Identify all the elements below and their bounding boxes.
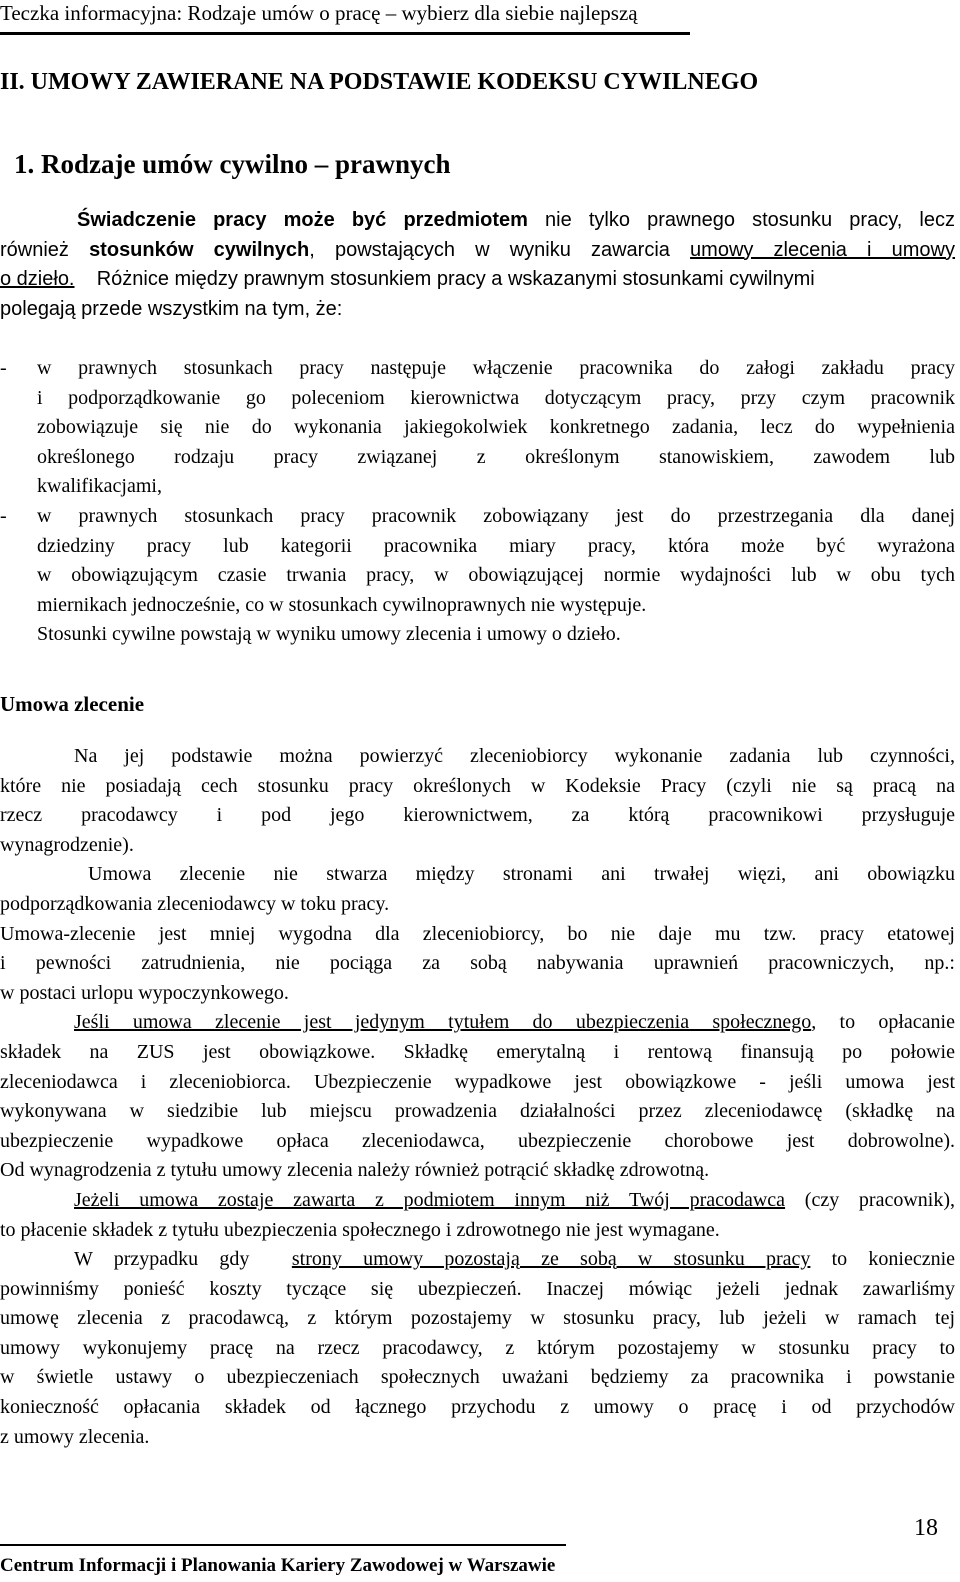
umowa-zlecenie-body	[0, 742, 955, 1452]
p6-line: W przypadku gdy strony umowy pozostają ze sobą w stosunku pracy to koniecznie	[74, 1248, 956, 1271]
header-rule	[0, 32, 690, 35]
list-item-line: kwalifikacjami,	[37, 475, 162, 498]
p5-line: Jeżeli umowa zostaje zawarta z podmiotem innym niż Twój pracodawca (czy pracownik),	[74, 1188, 955, 1211]
p4-line: zleceniodawca i zleceniobiorca. Ubezpieczenie wypadkowe jest obowiązkowe - jeśli umowa jest	[0, 1070, 955, 1093]
p6-line: powinniśmy ponieść koszty tyczące się ubezpieczeń. Inaczej mówiąc jeżeli jednak zawarliśmy	[0, 1277, 955, 1300]
p2-line: podporządkowania zleceniodawcy w toku pracy.	[0, 892, 390, 915]
p1-line: które nie posiadają cech stosunku pracy określonych w Kodeksie Pracy (czyli nie są pracą na	[0, 774, 955, 797]
intro-line-1: Świadczenie pracy może być przedmiotem nie tylko prawnego stosunku pracy, lecz	[77, 209, 955, 231]
p3-line: w postaci urlopu wypoczynkowego.	[0, 981, 289, 1004]
p4-line: ubezpieczenie wypadkowe opłaca zleceniodawca, ubezpieczenie chorobowe jest dobrowolne).	[0, 1129, 955, 1152]
list-item-line: dziedziny pracy lub kategorii pracownika miary pracy, która może być wyrażona	[37, 534, 955, 557]
p1-line: Na jej podstawie można powierzyć zleceniobiorcy wykonanie zadania lub czynności,	[74, 745, 955, 767]
differences-list	[0, 354, 955, 650]
list-dash: -	[0, 504, 7, 527]
list-item-line: i podporządkowanie go poleceniom kierownictwa dotyczącym pracy, przy czym pracownik	[37, 386, 955, 409]
footer-text: Centrum Informacji i Planowania Kariery Zawodowej w Warszawie	[0, 1555, 556, 1576]
difference-item-1	[0, 354, 955, 502]
footer-rule	[0, 1544, 566, 1546]
p2-line: Umowa zlecenie nie stwarza między stronami ani trwałej więzi, ani obowiązku	[88, 863, 955, 886]
p6-line: umowę zlecenia z pracodawcą, z którym pozostajemy w stosunku pracy, lub jeżeli w ramach tej	[0, 1307, 955, 1330]
p1-line: rzecz pracodawcy i pod jego kierownictwem, za którą pracownikowi przysługuje	[0, 804, 955, 827]
intro-line-3: o dzieło. Różnice między prawnym stosunkiem pracy a wskazanymi stosunkami cywilnymi	[0, 268, 815, 290]
p4-line: składek na ZUS jest obowiązkowe. Składkę emerytalną i rentową finansują po połowie	[0, 1040, 955, 1063]
p6-line: z umowy zlecenia.	[0, 1425, 150, 1448]
list-item-line: określonego rodzaju pracy związanej z określonym stanowiskiem, zawodem lub	[37, 445, 955, 468]
list-item-line: w prawnych stosunkach pracy pracownik zobowiązany jest do przestrzegania dla danej	[37, 504, 955, 527]
list-item-line: zobowiązuje się nie do wykonania jakiegokolwiek konkretnego zadania, lecz do wypełnienia	[37, 416, 955, 439]
intro-line-4: polegają przede wszystkim na tym, że:	[0, 297, 343, 320]
p5-line: to płacenie składek z tytułu ubezpieczenia społecznego i zdrowotnego nie jest wymagane.	[0, 1218, 720, 1241]
section-heading: II. UMOWY ZAWIERANE NA PODSTAWIE KODEKSU CYWILNEGO	[0, 69, 759, 95]
p3-line: Umowa-zlecenie jest mniej wygodna dla zleceniobiorcy, bo nie daje mu tzw. pracy etatowej	[0, 922, 955, 945]
subheading: 1. Rodzaje umów cywilno – prawnych	[14, 149, 451, 179]
p1-line: wynagrodzenie).	[0, 833, 134, 856]
p6-line: konieczność opłacania składek od łącznego przychodu z umowy o pracę i od przychodów	[0, 1396, 955, 1419]
intro-closing: Stosunki cywilne powstają w wyniku umowy zlecenia i umowy o dzieło.	[37, 623, 621, 646]
list-item-line: w obowiązującym czasie trwania pracy, w obowiązującej normie wydajności lub w obu tych	[37, 564, 955, 587]
umowa-zlecenie-heading: Umowa zlecenie	[0, 692, 145, 716]
document-header-title: Teczka informacyjna: Rodzaje umów o pracę – wybierz dla siebie najlepszą	[0, 1, 638, 25]
p4-line: wykonywana w siedzibie lub miejscu prowadzenia działalności przez zleceniodawcę (składkę na	[0, 1100, 955, 1123]
page-number: 18	[914, 1515, 938, 1541]
p3-line: i pewności zatrudnienia, nie pociąga za sobą nabywania uprawnień pracowniczych, np.:	[0, 952, 955, 975]
p4-line: Jeśli umowa zlecenie jest jedynym tytułem do ubezpieczenia społecznego, to opłacanie	[74, 1011, 955, 1034]
intro-line-2: również stosunków cywilnych, powstających w wyniku zawarcia umowy zlecenia i umowy	[0, 238, 955, 261]
p4-line: Od wynagrodzenia z tytułu umowy zlecenia należy również potrącić składkę zdrowotną.	[0, 1159, 710, 1182]
list-dash: -	[0, 357, 7, 379]
p6-line: w świetle ustawy o ubezpieczeniach społecznych uważani będziemy za pracownika i powstanie	[0, 1366, 955, 1389]
p6-line: umowy wykonujemy pracę na rzecz pracodawcy, z którym pozostajemy w stosunku pracy to	[0, 1336, 955, 1359]
list-item-line: miernikach jednocześnie, co w stosunkach cywilnoprawnych nie występuje.	[37, 593, 647, 616]
list-item-line: w prawnych stosunkach pracy następuje włączenie pracownika do załogi zakładu pracy	[37, 357, 955, 379]
difference-item-2	[0, 502, 955, 620]
intro-paragraph	[0, 206, 955, 324]
